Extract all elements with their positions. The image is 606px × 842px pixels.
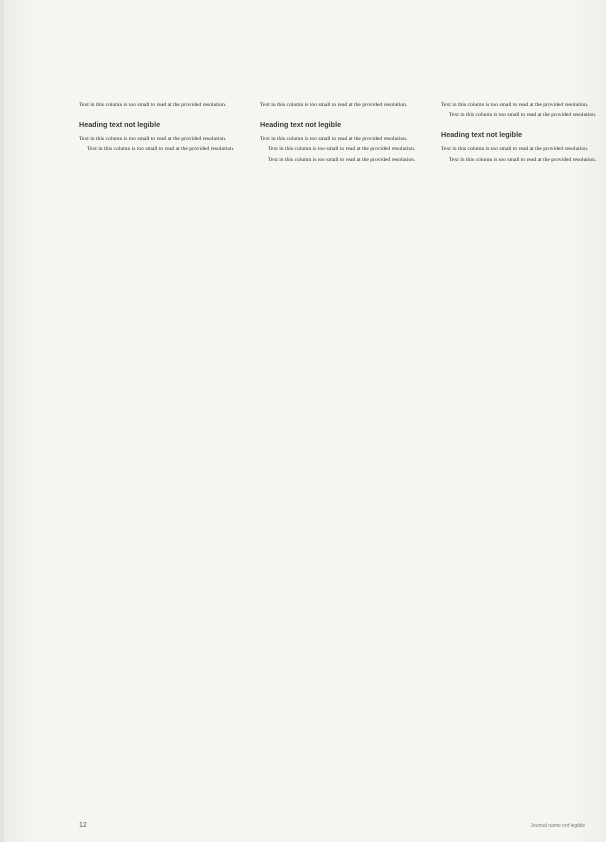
paragraph: Text in this column is too small to read at the provided resolution. xyxy=(79,136,227,143)
text-column-3 xyxy=(441,100,599,165)
section-heading-moral-distress: Heading text not legible xyxy=(441,130,523,140)
text-column-2 xyxy=(260,100,418,165)
page-edge xyxy=(0,0,4,842)
paragraph: Text in this column is too small to read at the provided resolution. xyxy=(268,146,416,153)
paragraph: Text in this column is too small to read at the provided resolution. xyxy=(260,136,408,143)
paragraph: Text in this column is too small to read at the provided resolution. xyxy=(449,112,597,119)
journal-reference: Journal name not legible xyxy=(530,823,585,829)
text-column-1 xyxy=(79,100,237,155)
section-heading-widersprueche: Heading text not legible xyxy=(260,120,342,130)
paragraph: Text in this column is too small to read at the provided resolution. xyxy=(441,102,589,108)
page-number: 12 xyxy=(79,822,87,829)
paragraph: Text in this column is too small to read at the provided resolution. xyxy=(441,146,589,153)
paragraph: Text in this column is too small to read at the provided resolution. xyxy=(268,156,416,163)
paragraph: Text in this column is too small to read at the provided resolution. xyxy=(79,102,227,108)
paragraph: Text in this column is too small to read at the provided resolution. xyxy=(449,156,597,163)
page-footer xyxy=(79,822,599,832)
section-heading-rahmenbedingungen: Heading text not legible xyxy=(79,120,161,130)
paragraph: Text in this column is too small to read at the provided resolution. xyxy=(260,102,408,108)
paragraph: Text in this column is too small to read at the provided resolution. xyxy=(87,146,235,153)
